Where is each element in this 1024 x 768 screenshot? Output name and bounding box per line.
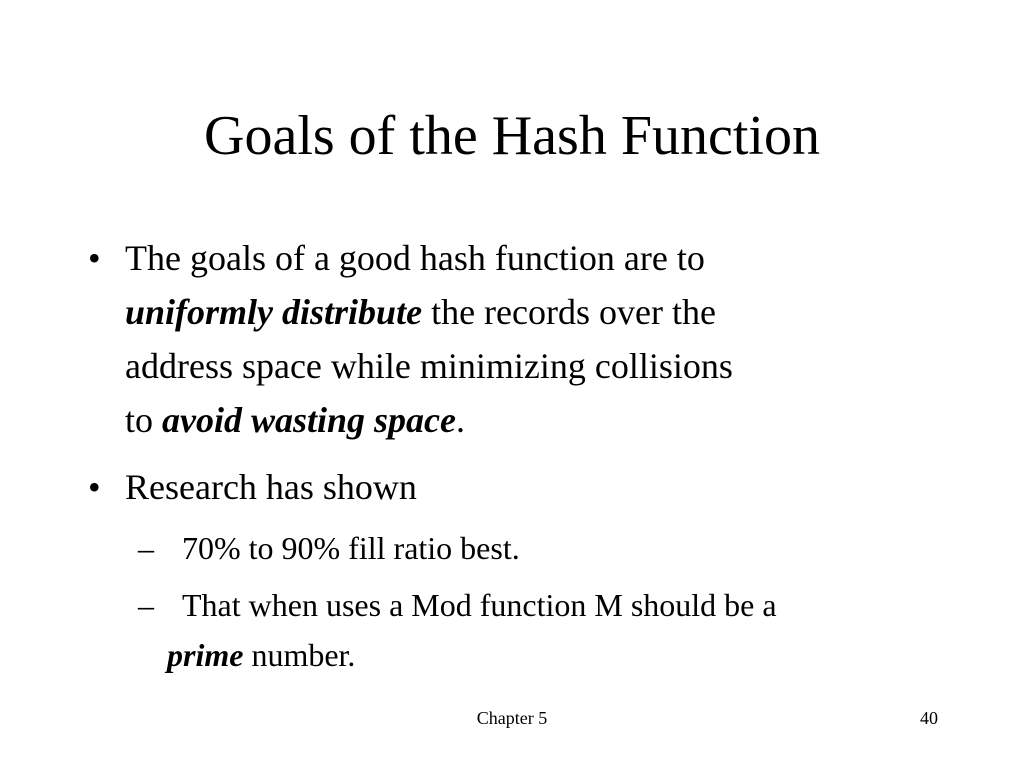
subbullet-text: 70% to 90% fill ratio best. — [182, 530, 520, 566]
bullet-line-start: to — [125, 400, 163, 440]
bullet-line: The goals of a good hash function are to — [125, 238, 705, 278]
emphasis-text: avoid wasting space — [162, 400, 457, 440]
bullet-line: address space while minimizing collisions — [125, 346, 733, 386]
emphasis-text: uniformly distribute — [125, 292, 423, 332]
slide-title: Goals of the Hash Function — [204, 105, 820, 167]
bullet-marker: • — [88, 238, 101, 278]
bullet-line — [125, 393, 925, 447]
bullet-text: Research has shown — [125, 467, 417, 507]
bullet-line-end: . — [456, 400, 466, 440]
bullet-line — [125, 285, 925, 339]
subbullet-marker: – — [138, 587, 154, 623]
footer-chapter: Chapter 5 — [476, 708, 548, 728]
emphasis-text: prime — [167, 637, 244, 673]
bullet-text — [125, 231, 925, 447]
footer-page-number: 40 — [920, 708, 938, 728]
bullet-marker: • — [88, 467, 101, 507]
subbullet-line-rest: number. — [243, 637, 356, 673]
subbullet-marker: – — [138, 530, 154, 566]
bullet-line-rest: the records over the — [422, 292, 716, 332]
subbullet-text: That when uses a Mod function M should be a — [182, 587, 777, 623]
subbullet-continuation — [167, 630, 355, 680]
